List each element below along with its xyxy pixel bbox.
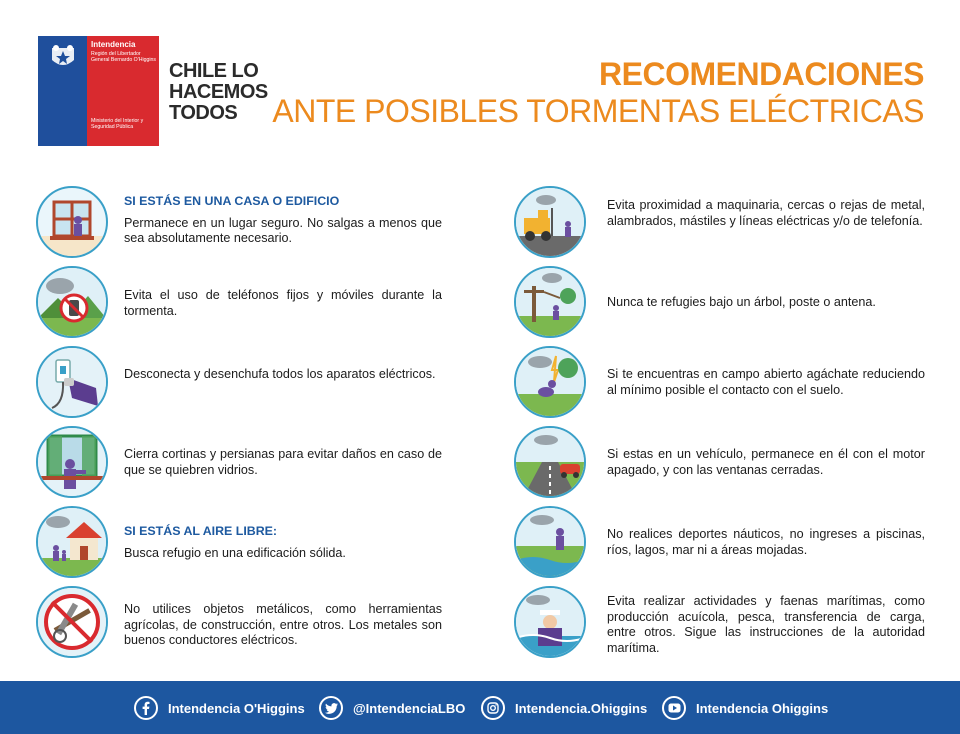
- recommendation-text: [124, 288, 442, 319]
- recommendation-body: Evita el uso de teléfonos fijos y móviles durante la tormenta.: [124, 288, 442, 318]
- crouch-icon: [514, 346, 586, 418]
- recommendation-text: [124, 367, 442, 383]
- youtube-link[interactable]: [662, 695, 828, 721]
- logo-blue-panel: [38, 36, 87, 146]
- coat-of-arms-icon: [44, 42, 82, 72]
- sailor-icon: [514, 586, 586, 658]
- window-icon: [36, 186, 108, 258]
- recommendation-body: Nunca te refugies bajo un árbol, poste o antena.: [607, 295, 876, 309]
- logo-region: Región del Libertador General Bernardo O'Higgins: [91, 51, 157, 64]
- slogan: [169, 61, 268, 124]
- recommendation-text: [124, 602, 442, 649]
- section-heading-outdoors: SI ESTÁS AL AIRE LIBRE:: [124, 524, 278, 538]
- recommendation-text: [607, 198, 925, 229]
- recommendation-body: Evita realizar actividades y faenas marítimas, como producción acuícola, pesca, transferencia de carga, entre otros. Sigue las instrucciones de la autoridad marítima.: [607, 594, 925, 655]
- recommendation-body: Evita proximidad a maquinaria, cercas o rejas de metal, alambrados, mástiles y líneas eléctricas y/o de telefonía.: [607, 198, 925, 228]
- pole-tree-icon: [514, 266, 586, 338]
- section-heading-indoors: SI ESTÁS EN UNA CASA O EDIFICIO: [124, 194, 340, 208]
- recommendation-text: [124, 194, 442, 247]
- machinery-icon: [514, 186, 586, 258]
- recommendation-body: Si estas en un vehículo, permanece en él con el motor apagado, y con las ventanas cerradas.: [607, 447, 925, 477]
- recommendation-text: [607, 295, 925, 311]
- recommendation-body: Desconecta y desenchufa todos los aparatos eléctricos.: [124, 367, 436, 381]
- recommendation-text: [607, 367, 925, 398]
- unplug-icon: [36, 346, 108, 418]
- recommendation-body: Busca refugio en una edificación sólida.: [124, 545, 346, 560]
- twitter-label: @IntendenciaLBO: [353, 700, 466, 716]
- logo-ministry: Ministerio del Interior y Seguridad Pública: [91, 118, 144, 131]
- water-icon: [514, 506, 586, 578]
- recommendation-body: Cierra cortinas y persianas para evitar daños en caso de que se quiebren vidrios.: [124, 447, 442, 477]
- recommendation-text: [124, 524, 442, 561]
- facebook-label: Intendencia O'Higgins: [168, 700, 305, 716]
- government-logo: [38, 36, 159, 146]
- logo-red-panel: [87, 36, 159, 146]
- instagram-label: Intendencia.Ohiggins: [515, 700, 648, 716]
- house-shelter-icon: [36, 506, 108, 578]
- recommendation-text: [607, 594, 925, 656]
- recommendation-body: Si te encuentras en campo abierto agáchate reduciendo al mínimo posible el contacto con el suelo.: [607, 367, 925, 397]
- close-curtains-icon: [36, 426, 108, 498]
- page-title: RECOMENDACIONES: [599, 56, 924, 92]
- no-tools-icon: [36, 586, 108, 658]
- no-phone-icon: [36, 266, 108, 338]
- recommendation-text: [124, 447, 442, 478]
- instagram-icon: [481, 696, 505, 720]
- car-icon: [514, 426, 586, 498]
- slogan-line: TODOS: [169, 102, 238, 124]
- recommendation-body: No realices deportes náuticos, no ingreses a piscinas, ríos, lagos, mar ni a áreas mojadas.: [607, 527, 925, 557]
- youtube-label: Intendencia Ohiggins: [696, 700, 829, 716]
- page-subtitle: ANTE POSIBLES TORMENTAS ELÉCTRICAS: [272, 93, 924, 129]
- recommendation-body: No utilices objetos metálicos, como herramientas agrícolas, de construcción, entre otros. Los metales son buenos conductores eléctricos.: [124, 602, 442, 647]
- twitter-link[interactable]: [319, 695, 465, 721]
- recommendation-text: [607, 447, 925, 478]
- facebook-link[interactable]: [134, 695, 305, 721]
- logo-title: Intendencia: [91, 40, 136, 49]
- twitter-icon: [319, 696, 343, 720]
- slogan-line: CHILE LO: [169, 60, 259, 82]
- instagram-link[interactable]: [481, 695, 647, 721]
- recommendation-text: [607, 527, 925, 558]
- slogan-line: HACEMOS: [169, 81, 268, 103]
- footer-social-bar: [0, 681, 960, 734]
- recommendation-body: Permanece en un lugar seguro. No salgas a menos que sea absolutamente necesario.: [124, 215, 442, 245]
- youtube-icon: [662, 696, 686, 720]
- facebook-icon: [134, 696, 158, 720]
